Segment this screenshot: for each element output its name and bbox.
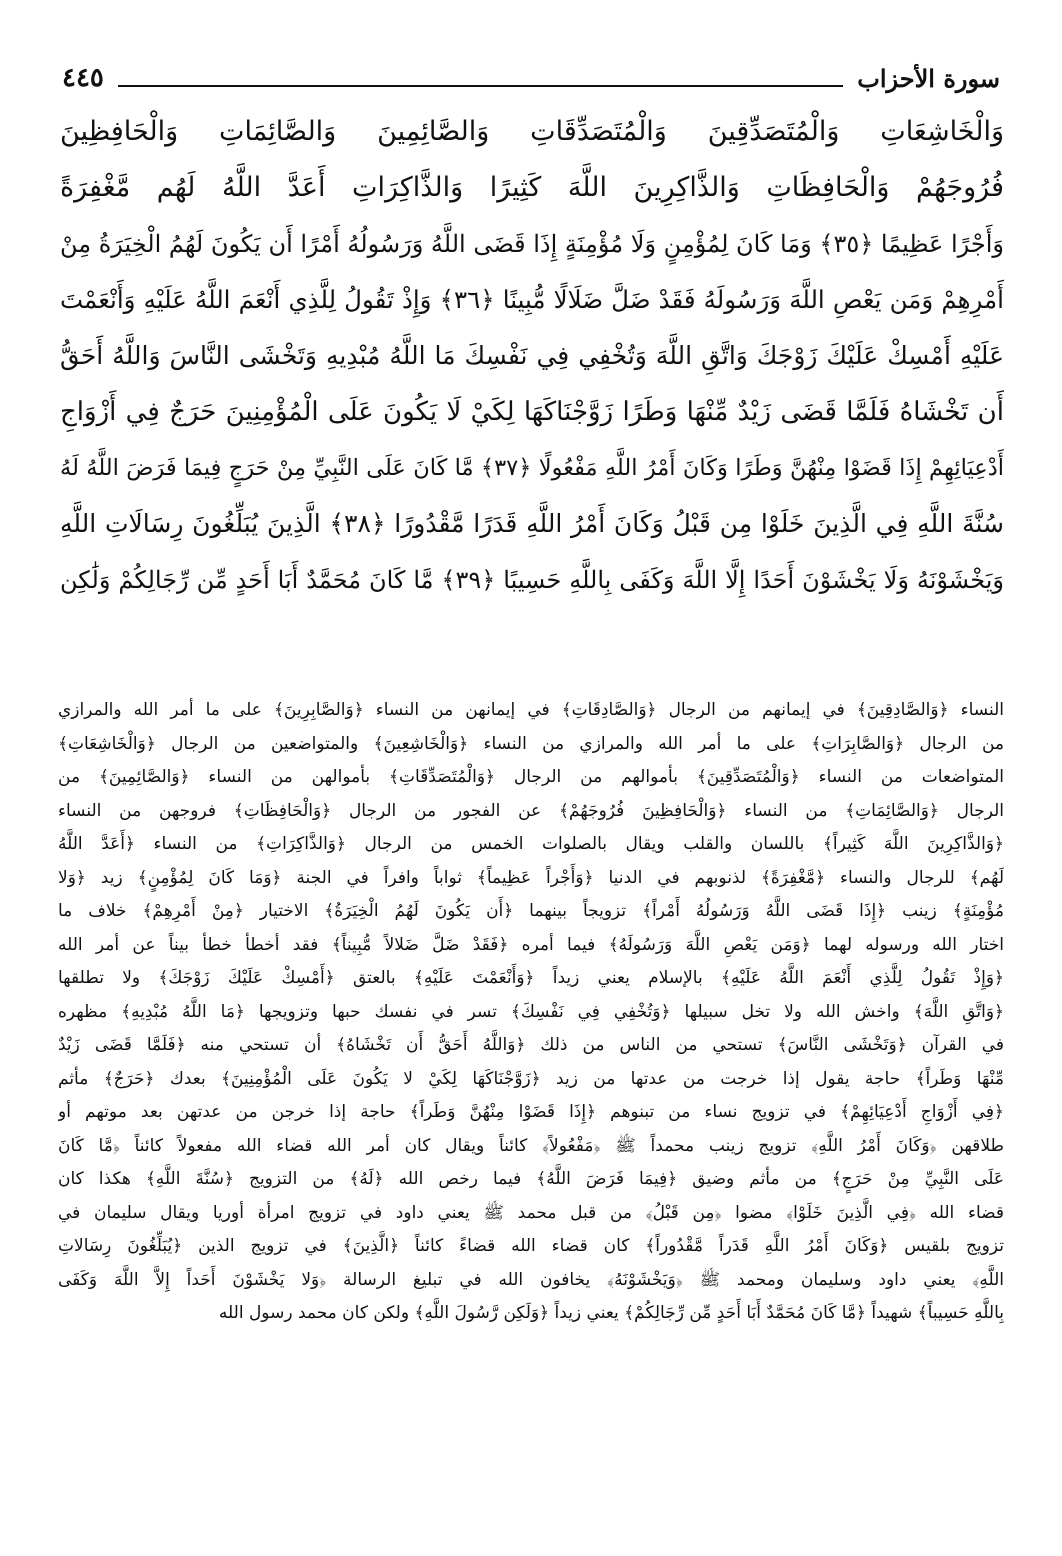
- tafsir-line: بِاللَّهِ حَسِيباً﴾ شهيداً ﴿مَّا كَانَ مُحَمَّدٌ أَبَا أَحَدٍ مِّن رِّجَالِكُمْ﴾ يعني زيداً ﴿وَلَكِن رَّسُولَ اللَّهِ﴾ ولكن كان محمد رسول الله: [218, 1303, 1004, 1323]
- quran-line: أَمْرِهِمْ وَمَن يَعْصِ اللَّهَ وَرَسُولَهُ فَقَدْ ضَلَّ ضَلَالًا مُّبِينًا ﴿٣٦﴾ وَإِذْ تَقُولُ لِلَّذِي أَنْعَمَ اللَّهُ عَلَيْهِ وَأَنْعَمْتَ: [60, 285, 1004, 314]
- tafsir-line: اختار الله ورسوله لهما ﴿وَمَن يَعْصِ اللَّهَ وَرَسُولَهُ﴾ فيما أمره ﴿فَقَدْ ضَلَّ ضَلالاً مُّبِيناً﴾ فقد أخطأ خطأ بيناً عن أمر الله: [58, 934, 1004, 955]
- tafsir-line: مُؤْمِنَةٍ﴾ زينب ﴿إِذَا قَضَى اللَّهُ وَرَسُولُهُ أَمْراً﴾ تزويجاً بينهما ﴿أَن يَكُونَ لَهُمُ الْخِيَرَةُ﴾ الاختيار ﴿مِنْ أَمْرِهِمْ﴾ خلاف ما: [58, 901, 1004, 921]
- tafsir-line: النساء ﴿وَالصَّادِقِينَ﴾ في إيمانهم من الرجال ﴿وَالصَّادِقَاتِ﴾ في إيمانهن من النساء ﴿وَالصَّابِرِينَ﴾ على ما أمر الله والمرازي: [58, 700, 1004, 720]
- tafsir-line: الرجال ﴿وَالصَّائِمَاتِ﴾ من النساء ﴿وَالْحَافِظِينَ فُرُوجَهُمْ﴾ عن الفجور من الرجال ﴿وَالْحَافِظَاتِ﴾ فروجهن من النساء: [58, 800, 1004, 821]
- tafsir-line: تزويج بلقيس ﴿وَكَانَ أَمْرُ اللَّهِ قَدَراً مَّقْدُوراً﴾ كان قضاء الله قضاءً كائناً ﴿الَّذِينَ﴾ في تزويج الذين ﴿يُبَلِّغُونَ رِسَالاتِ: [58, 1236, 1004, 1256]
- tafsir-line: عَلَى النَّبِيِّ مِنْ حَرَجٍ﴾ من مأثم وضيق ﴿فِيمَا فَرَضَ اللَّهُ﴾ فيما رخص الله ﴿لَهُ﴾ من التزويج ﴿سُنَّةَ اللَّهِ﴾ هكذا كان: [58, 1169, 1004, 1189]
- tafsir-line: لَهُم﴾ للرجال والنساء ﴿مَّغْفِرَةً﴾ لذنوبهم في الدنيا ﴿وَأَجْراً عَظِيماً﴾ ثواباً وافراً في الجنة ﴿وَمَا كَانَ لِمُؤْمِنٍ﴾ زيد ﴿وَلا: [58, 867, 1004, 888]
- quran-line: فُرُوجَهُمْ وَالْحَافِظَاتِ وَالذَّاكِرِينَ اللَّهَ كَثِيرًا وَالذَّاكِرَاتِ أَعَدَّ اللَّهُ لَهُم مَّغْفِرَةً: [60, 172, 1004, 203]
- quran-text: [60, 104, 1004, 664]
- tafsir-line: المتواضعات من النساء ﴿وَالْمُتَصَدِّقِينَ﴾ بأموالهم من الرجال ﴿وَالْمُتَصَدِّقَاتِ﴾ بأموالهن من النساء ﴿وَالصَّائِمِينَ﴾ من: [58, 767, 1004, 787]
- tafsir-line: ﴿وَاتَّقِ اللَّهَ﴾ واخش الله ولا تخل سبيلها ﴿وَتُخْفِي فِي نَفْسِكَ﴾ تسر في نفسك حبها وتزويجها ﴿مَا اللَّهُ مُبْدِيهِ﴾ مظهره: [58, 1001, 1004, 1022]
- tafsir-line: ﴿فِي أَزْوَاجِ أَدْعِيَائِهِمْ﴾ في تزويج نساء من تبنوهم ﴿إِذَا قَضَوْا مِنْهُنَّ وَطَراً﴾ حاجة إذا خرجن من عدتهن بعد موتهم أو: [58, 1102, 1004, 1122]
- page-number: ٤٤٥: [62, 63, 104, 93]
- quran-line: وَالْخَاشِعَاتِ وَالْمُتَصَدِّقِينَ وَالْمُتَصَدِّقَاتِ وَالصَّائِمِينَ وَالصَّائِمَاتِ وَالْحَافِظِينَ: [60, 116, 1004, 147]
- tafsir-commentary: [58, 694, 1004, 1532]
- tafsir-line: مِّنْهَا وَطَراً﴾ حاجة يقول إذا خرجت من عدتها من زيد ﴿زَوَّجْنَاكَهَا لِكَيْ لا يَكُونَ عَلَى الْمُؤْمِنِينَ﴾ بعدك ﴿حَرَجٌ﴾ مأثم: [58, 1068, 1004, 1089]
- quran-line: وَأَجْرًا عَظِيمًا ﴿٣٥﴾ وَمَا كَانَ لِمُؤْمِنٍ وَلَا مُؤْمِنَةٍ إِذَا قَضَى اللَّهُ وَرَسُولُهُ أَمْرًا أَن يَكُونَ لَهُمُ الْخِيَرَةُ مِنْ: [60, 230, 1004, 258]
- tafsir-line: ﴿وَإِذْ تَقُولُ لِلَّذِي أَنْعَمَ اللَّهُ عَلَيْهِ﴾ بالإسلام يعني زيداً ﴿وَأَنْعَمْتَ عَلَيْهِ﴾ بالعتق ﴿أَمْسِكْ عَلَيْكَ زَوْجَكَ﴾ ولا تطلقها: [58, 968, 1004, 988]
- tafsir-line: اللَّهِ﴾ يعني داود وسليمان ومحمد ﷺ ﴿وَيَخْشَوْنَهُ﴾ يخافون الله في تبليغ الرسالة ﴿وَلا يَخْشَوْنَ أَحَداً إِلاَّ اللَّهَ وَكَفَى: [58, 1269, 1004, 1290]
- quran-line: عَلَيْهِ أَمْسِكْ عَلَيْكَ زَوْجَكَ وَاتَّقِ اللَّهَ وَتُخْفِي فِي نَفْسِكَ مَا اللَّهُ مُبْدِيهِ وَتَخْشَى النَّاسَ وَاللَّهُ أَحَقُّ: [60, 341, 1004, 370]
- quran-line: أَن تَخْشَاهُ فَلَمَّا قَضَى زَيْدٌ مِّنْهَا وَطَرًا زَوَّجْنَاكَهَا لِكَيْ لَا يَكُونَ عَلَى الْمُؤْمِنِينَ حَرَجٌ فِي أَزْوَاجِ: [60, 397, 1004, 427]
- tafsir-line: من الرجال ﴿وَالصَّابِرَاتِ﴾ على ما أمر الله والمرازي من النساء ﴿وَالْخَاشِعِينَ﴾ والمتواضعين من الرجال ﴿وَالْخَاشِعَاتِ﴾: [58, 733, 1004, 754]
- page-header: [62, 58, 1000, 98]
- tafsir-line: قضاء الله ﴿فِي الَّذِينَ خَلَوْا﴾ مضوا ﴿مِن قَبْلُ﴾ من قبل محمد ﷺ يعني داود في تزويج امرأة أوريا ويقال سليمان في: [58, 1202, 1004, 1223]
- quran-line: وَيَخْشَوْنَهُ وَلَا يَخْشَوْنَ أَحَدًا إِلَّا اللَّهَ وَكَفَى بِاللَّهِ حَسِيبًا ﴿٣٩﴾ مَّا كَانَ مُحَمَّدٌ أَبَا أَحَدٍ مِّن رِّجَالِكُمْ وَلَٰكِن: [60, 566, 1004, 594]
- quran-line: أَدْعِيَائِهِمْ إِذَا قَضَوْا مِنْهُنَّ وَطَرًا وَكَانَ أَمْرُ اللَّهِ مَفْعُولًا ﴿٣٧﴾ مَّا كَانَ عَلَى النَّبِيِّ مِنْ حَرَجٍ فِيمَا فَرَضَ اللَّهُ لَهُ: [60, 455, 1004, 481]
- tafsir-line: طلاقهن ﴿وَكَانَ أَمْرُ اللَّهِ﴾ تزويج زينب محمداً ﷺ ﴿مَفْعُولاً﴾ كائناً ويقال كان أمر الله قضاء الله مفعولاً كائناً ﴿مَّا كَانَ: [58, 1135, 1004, 1156]
- quran-line: سُنَّةَ اللَّهِ فِي الَّذِينَ خَلَوْا مِن قَبْلُ وَكَانَ أَمْرُ اللَّهِ قَدَرًا مَّقْدُورًا ﴿٣٨﴾ الَّذِينَ يُبَلِّغُونَ رِسَالَاتِ اللَّهِ: [60, 509, 1004, 538]
- header-rule: [118, 85, 843, 87]
- tafsir-line: ﴿وَالذَّاكِرِينَ اللَّهَ كَثِيراً﴾ باللسان والقلب ويقال بالصلوات الخمس من الرجال ﴿وَالذَّاكِرَاتِ﴾ من النساء ﴿أَعَدَّ اللَّهُ: [58, 834, 1004, 854]
- tafsir-line: في القرآن ﴿وَتَخْشَى النَّاسَ﴾ تستحي من الناس من ذلك ﴿وَاللَّهُ أَحَقُّ أَن تَخْشَاهُ﴾ أن تستحي منه ﴿فَلَمَّا قَضَى زَيْدٌ: [58, 1035, 1004, 1055]
- surah-name: سورة الأحزاب: [857, 63, 1000, 93]
